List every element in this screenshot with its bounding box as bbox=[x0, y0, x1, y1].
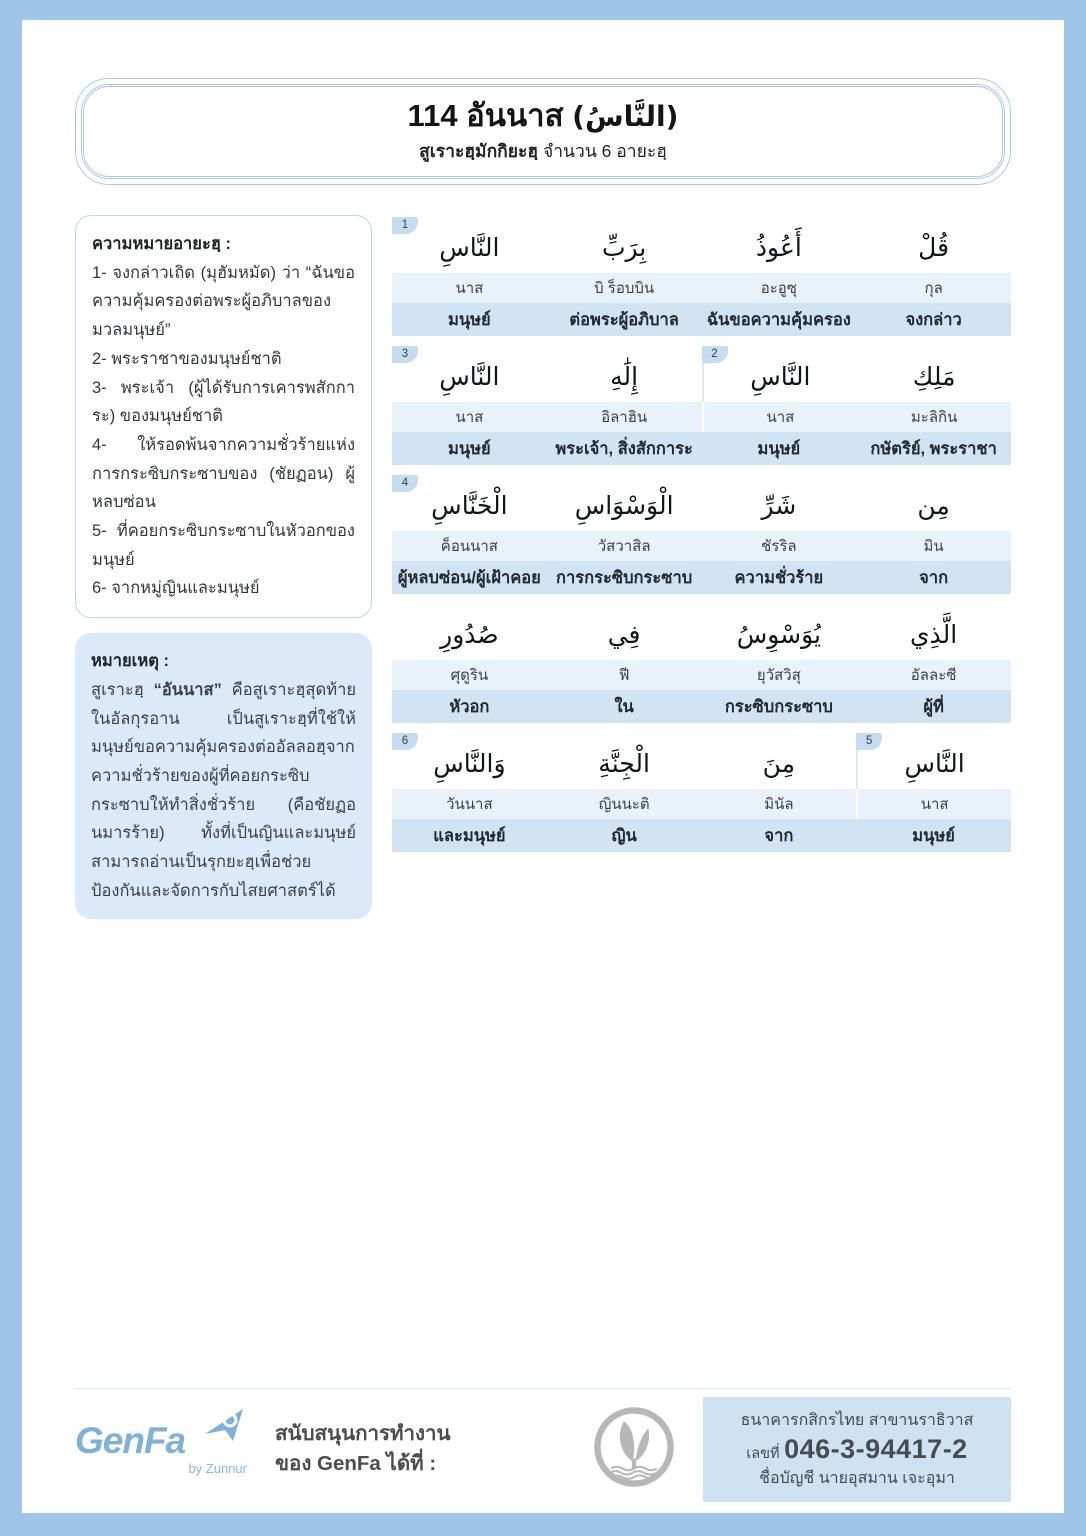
meaning-box-title: ความหมายอายะฮฺ : bbox=[92, 235, 231, 253]
arabic-row bbox=[392, 475, 1011, 531]
transliteration: ชัรริล bbox=[761, 538, 797, 555]
arabic-word: صُدُورِ bbox=[440, 619, 499, 649]
transliteration: นาส bbox=[455, 280, 484, 297]
thai-translation: มนุษย์ bbox=[757, 439, 801, 458]
ayah-number-badge: 2 bbox=[702, 346, 728, 363]
transliteration: ค็อนนาส bbox=[440, 538, 498, 555]
thai-translation: และมนุษย์ bbox=[433, 826, 506, 845]
transliteration: อะอูซุ bbox=[760, 280, 797, 297]
support-text-line2: ของ GenFa ได้ที่ : bbox=[275, 1452, 437, 1475]
page-subtitle bbox=[419, 137, 667, 165]
thai-translation: มนุษย์ bbox=[448, 439, 491, 458]
ayah-number-badge: 6 bbox=[392, 733, 418, 750]
transliteration: นาส bbox=[455, 409, 484, 426]
main-content bbox=[75, 215, 1011, 919]
footer-row bbox=[75, 1389, 1011, 1513]
meaning-item: 1- จงกล่าวเถิด (มุฮัมหมัด) ว่า “ฉันขอความคุ้มครองต่อพระผู้อภิบาลของมวลมนุษย์” bbox=[92, 263, 355, 340]
account-number-label: เลขที่ bbox=[746, 1445, 780, 1462]
arabic-word: الَّذِي bbox=[909, 619, 958, 649]
arabic-word: الْخَنَّاسِ bbox=[431, 490, 508, 520]
translation-row bbox=[392, 432, 702, 465]
page-title-arabic: (النَّاسُ) bbox=[572, 99, 679, 133]
arabic-word: النَّاسِ bbox=[439, 232, 500, 262]
arabic-row bbox=[702, 346, 1012, 402]
arabic-word: بِرَبِّ bbox=[601, 232, 647, 262]
arabic-word: إِلَٰهِ bbox=[610, 361, 639, 391]
sidebar bbox=[75, 215, 372, 919]
arabic-word: يُوَسْوِسُ bbox=[736, 619, 821, 649]
meaning-item: 3- พระเจ้า (ผู้ได้รับการเคารพสักการะ) ของมนุษย์ชาติ bbox=[92, 378, 355, 426]
header-frame bbox=[75, 78, 1011, 185]
note-text-prefix: สูเราะฮฺ bbox=[91, 680, 154, 699]
transliteration: มะลิกิน bbox=[910, 409, 958, 426]
note-text bbox=[91, 676, 356, 906]
meaning-item: 4- ให้รอดพ้นจากความชั่วร้ายแห่งการกระซิบกระซาบของ (ชัยฏอน) ผู้หลบซ่อน bbox=[92, 435, 355, 512]
thai-translation: มนุษย์ bbox=[448, 310, 491, 329]
note-box bbox=[75, 633, 372, 919]
meaning-item: 6- จากหมู่ญินและมนุษย์ bbox=[92, 579, 260, 598]
transliteration-row bbox=[856, 789, 1011, 819]
transliteration: อิลาฮิน bbox=[601, 409, 648, 426]
footer bbox=[75, 1388, 1011, 1513]
thai-translation: กษัตริย์, พระราชา bbox=[870, 439, 997, 458]
thai-translation: จงกล่าว bbox=[905, 310, 962, 329]
transliteration: บิ ร็อบบิน bbox=[594, 280, 655, 297]
genfa-logo-text: GenFa bbox=[75, 1420, 186, 1461]
header-frame-inner bbox=[81, 84, 1005, 179]
ayah-group bbox=[392, 217, 1011, 336]
translation-row bbox=[392, 561, 1011, 594]
note-text-body: คือสูเราะฮฺสุดท้ายในอัลกุรอาน เป็นสูเราะฮฺที่ใช้ให้มนุษย์ขอความคุ้มครองต่ออัลลอฮฺจากความชั่วร้ายของผู้ที่คอยกระซิบกระซาบให้ทำสิ่งชั่วร้าย (คือชัยฏอนมารร้าย) ทั้งที่เป็นญินและมนุษย์ สามารถอ่านเป็นรุกยะฮฺเพื่อช่วยป้องกันและจัดการกับไสยศาสตร์ได้ bbox=[91, 680, 356, 900]
ayah-group bbox=[702, 346, 1012, 465]
arabic-row bbox=[392, 733, 856, 789]
account-holder-name: ชื่อบัญชี นายอุสมาน เจะอุมา bbox=[759, 1469, 955, 1487]
ayah-number-badge: 5 bbox=[856, 733, 882, 750]
ayah-number-badge: 1 bbox=[392, 217, 418, 234]
arabic-word: الْجِنَّةِ bbox=[598, 748, 650, 778]
arabic-word: مِنَ bbox=[762, 748, 796, 778]
thai-translation: กระซิบกระซาบ bbox=[724, 697, 833, 716]
transliteration: วันนาส bbox=[446, 796, 493, 813]
arabic-word: شَرِّ bbox=[761, 490, 797, 520]
thai-translation: จาก bbox=[919, 568, 949, 587]
arabic-word: النَّاسِ bbox=[904, 748, 965, 778]
account-number: 046-3-94417-2 bbox=[784, 1433, 968, 1464]
arabic-word: مَلِكِ bbox=[912, 361, 956, 391]
note-text-surah-name: “อันนาส” bbox=[153, 680, 222, 699]
ayah-group bbox=[392, 475, 1011, 594]
transliteration: ยุวัสวิสุ bbox=[756, 667, 801, 684]
page-title-thai: 114 อันนาส bbox=[407, 97, 564, 133]
bank-name: ธนาคารกสิกรไทย สาขานราธิวาส bbox=[740, 1411, 974, 1429]
arabic-word: النَّاسِ bbox=[439, 361, 500, 391]
support-text bbox=[275, 1419, 525, 1478]
thai-translation: หัวอก bbox=[449, 697, 490, 716]
arabic-word: الْوَسْوَاسِ bbox=[574, 490, 674, 520]
thai-translation: มนุษย์ bbox=[912, 826, 955, 845]
transliteration-row bbox=[702, 402, 1012, 432]
transliteration: ญินนะติ bbox=[598, 796, 650, 813]
transliteration: มิน bbox=[923, 538, 944, 555]
bank-account-number-row bbox=[709, 1434, 1005, 1465]
meaning-item: 2- พระราชาของมนุษย์ชาติ bbox=[92, 349, 282, 368]
transliteration-row bbox=[392, 531, 1011, 561]
arabic-word: النَّاسِ bbox=[750, 361, 811, 391]
arabic-row bbox=[392, 604, 1011, 660]
transliteration: วัสวาสิล bbox=[597, 538, 651, 555]
bank-account-box bbox=[703, 1397, 1011, 1502]
ayah-block bbox=[392, 475, 1011, 594]
genfa-logo-subtext: by Zunnur bbox=[188, 1461, 247, 1476]
transliteration: กุล bbox=[924, 280, 943, 297]
transliteration: นาส bbox=[920, 796, 949, 813]
page-title bbox=[408, 98, 679, 134]
ayah-group bbox=[392, 346, 702, 465]
arabic-row bbox=[392, 217, 1011, 273]
thai-translation: ใน bbox=[614, 697, 634, 716]
transliteration: อัลละซี bbox=[910, 667, 957, 684]
thai-translation: พระเจ้า, สิ่งสักการะ bbox=[555, 439, 693, 458]
arabic-word: أَعُوذُ bbox=[755, 232, 802, 262]
ayah-group bbox=[856, 733, 1011, 852]
note-box-title: หมายเหตุ : bbox=[91, 652, 169, 671]
subtitle-ayah-count: จำนวน 6 อายะฮฺ bbox=[538, 141, 667, 162]
transliteration-row bbox=[392, 273, 1011, 303]
translation-row bbox=[856, 819, 1011, 852]
transliteration-row bbox=[392, 402, 702, 432]
word-grid bbox=[392, 215, 1011, 862]
meaning-list bbox=[92, 259, 355, 603]
arabic-word: قُلْ bbox=[918, 232, 950, 262]
arabic-row bbox=[392, 346, 702, 402]
thai-translation: ผู้ที่ bbox=[923, 697, 944, 716]
ayah-block bbox=[392, 733, 1011, 852]
arabic-word: فِي bbox=[607, 619, 641, 649]
genfa-logo bbox=[75, 1422, 275, 1476]
document-page bbox=[22, 20, 1064, 1513]
transliteration: นาส bbox=[766, 409, 795, 426]
thai-translation: การกระซิบกระซาบ bbox=[556, 568, 693, 587]
transliteration: ฟี bbox=[618, 667, 630, 684]
transliteration-row bbox=[392, 789, 856, 819]
ayah-number-badge: 3 bbox=[392, 346, 418, 363]
paper-plane-icon bbox=[203, 1408, 245, 1447]
transliteration: ศุดูริน bbox=[450, 667, 489, 684]
translation-row bbox=[392, 690, 1011, 723]
transliteration-row bbox=[392, 660, 1011, 690]
transliteration: มินัล bbox=[764, 796, 794, 813]
support-text-line1: สนับสนุนการทำงาน bbox=[275, 1422, 451, 1446]
arabic-word: وَالنَّاسِ bbox=[433, 748, 506, 778]
meaning-box bbox=[75, 215, 372, 618]
thai-translation: ความชั่วร้าย bbox=[734, 568, 824, 587]
ayah-block bbox=[392, 604, 1011, 723]
ayah-block bbox=[392, 217, 1011, 336]
thai-translation: ญิน bbox=[611, 826, 637, 845]
arabic-word: مِن bbox=[917, 490, 950, 520]
meaning-item: 5- ที่คอยกระซิบกระซาบในหัวอกของมนุษย์ bbox=[92, 522, 355, 569]
translation-row bbox=[392, 303, 1011, 336]
translation-row bbox=[702, 432, 1012, 465]
translation-row bbox=[392, 819, 856, 852]
ayah-block bbox=[392, 346, 1011, 465]
subtitle-surah-type: สูเราะฮฺมักกิยะฮฺ bbox=[419, 141, 539, 162]
thai-translation: จาก bbox=[764, 826, 794, 845]
ayah-number-badge: 4 bbox=[392, 475, 418, 492]
thai-translation: ต่อพระผู้อภิบาล bbox=[569, 310, 679, 329]
thai-translation: ผู้หลบซ่อน/ผู้เฝ้าคอย bbox=[397, 568, 541, 587]
kasikorn-bank-icon bbox=[591, 1404, 677, 1495]
thai-translation: ฉันขอความคุ้มครอง bbox=[706, 310, 851, 329]
ayah-group bbox=[392, 733, 856, 852]
ayah-group bbox=[392, 604, 1011, 723]
